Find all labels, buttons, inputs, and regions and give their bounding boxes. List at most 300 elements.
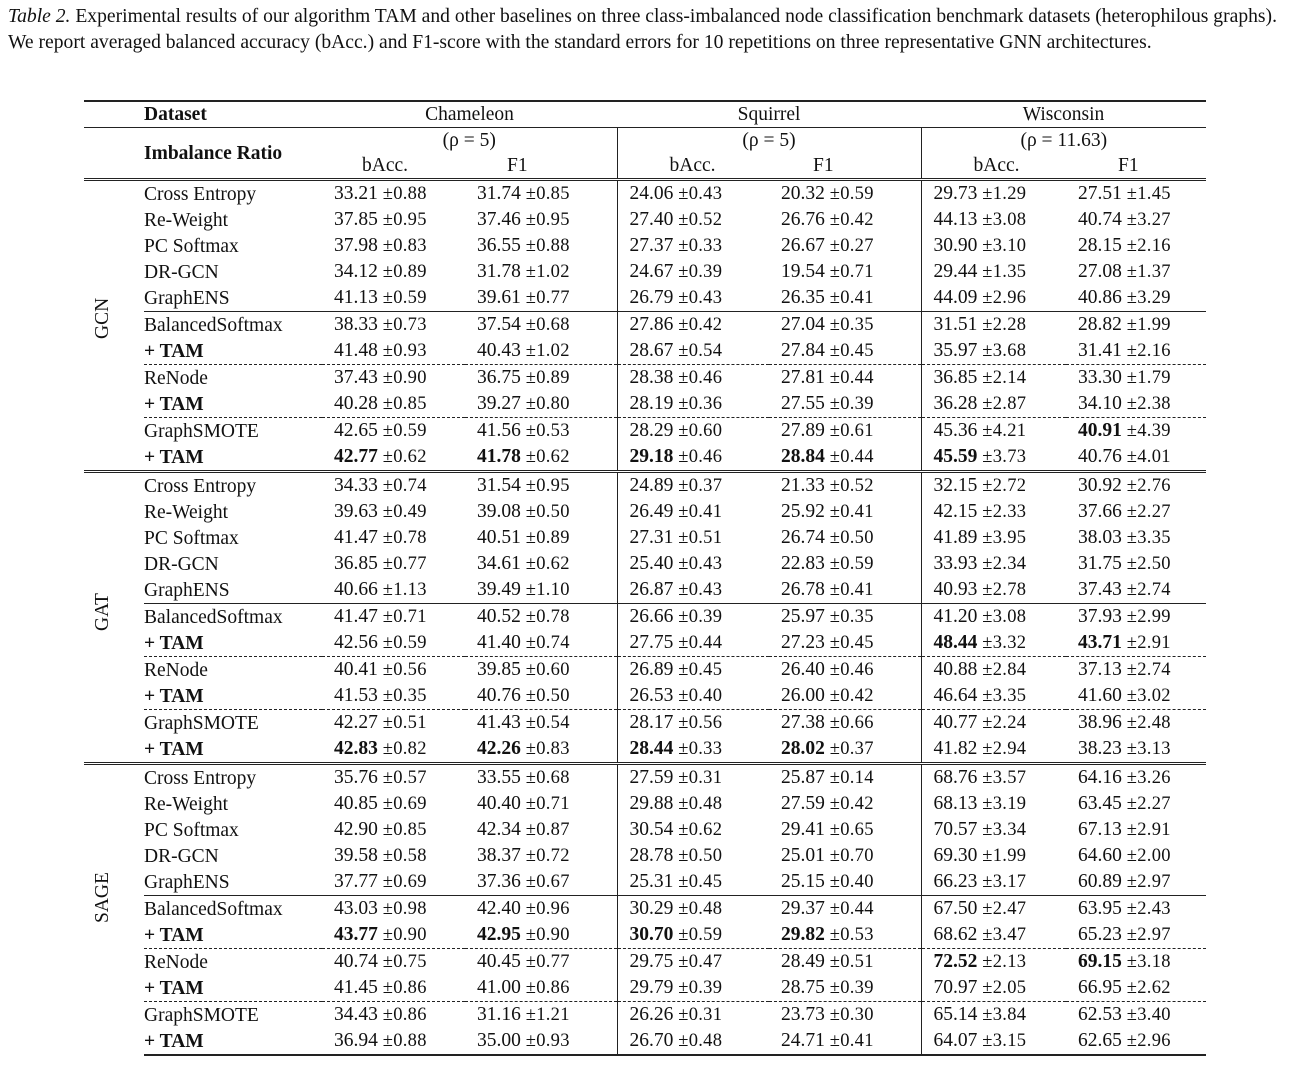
result-cell bbox=[769, 365, 921, 392]
result-cell bbox=[769, 683, 921, 710]
mean-value: 27.04 bbox=[781, 314, 825, 335]
std-error: ±0.77 bbox=[525, 288, 570, 308]
mean-value: 36.94 bbox=[334, 1030, 378, 1051]
method-name: ReNode bbox=[144, 949, 322, 976]
std-error: ±2.47 bbox=[982, 899, 1027, 919]
mean-value: 27.55 bbox=[781, 393, 825, 414]
mean-value: 72.52 bbox=[933, 951, 978, 972]
std-error: ±1.13 bbox=[382, 580, 427, 600]
mean-value: 34.61 bbox=[477, 553, 521, 574]
result-cell bbox=[465, 791, 617, 817]
std-error: ±0.60 bbox=[525, 660, 570, 680]
mean-value: 38.33 bbox=[334, 314, 378, 335]
std-error: ±2.91 bbox=[1126, 820, 1171, 840]
mean-value: 37.54 bbox=[477, 314, 521, 335]
mean-value: 27.75 bbox=[629, 632, 674, 653]
std-error: ±0.68 bbox=[525, 768, 570, 788]
result-cell bbox=[617, 391, 769, 418]
mean-value: 29.82 bbox=[781, 924, 825, 945]
mean-value: 25.15 bbox=[781, 871, 825, 892]
result-cell bbox=[769, 949, 921, 976]
std-error: ±0.35 bbox=[829, 607, 874, 627]
header-row-ratios bbox=[84, 128, 1206, 154]
method-name: GraphENS bbox=[144, 287, 230, 309]
std-error: ±0.61 bbox=[829, 421, 874, 441]
result-cell bbox=[769, 472, 921, 500]
mean-value: 28.75 bbox=[781, 977, 825, 998]
result-cell bbox=[322, 1028, 465, 1055]
std-error: ±2.28 bbox=[982, 315, 1027, 335]
std-error: ±0.65 bbox=[829, 820, 874, 840]
result-cell bbox=[921, 817, 1066, 843]
std-error: ±3.17 bbox=[982, 872, 1027, 892]
mean-value: 39.63 bbox=[334, 501, 378, 522]
std-error: ±0.71 bbox=[829, 262, 874, 282]
std-error: ±2.43 bbox=[1126, 899, 1171, 919]
result-cell bbox=[617, 1002, 769, 1029]
std-error: ±0.80 bbox=[525, 394, 570, 414]
std-error: ±3.95 bbox=[982, 528, 1027, 548]
std-error: ±0.62 bbox=[525, 447, 570, 467]
std-error: ±0.51 bbox=[829, 952, 874, 972]
mean-value: 40.41 bbox=[334, 659, 378, 680]
mean-value: 43.03 bbox=[334, 898, 378, 919]
std-error: ±0.77 bbox=[382, 554, 427, 574]
result-cell bbox=[465, 922, 617, 949]
result-cell bbox=[322, 233, 465, 259]
result-cell bbox=[921, 525, 1066, 551]
table-row bbox=[84, 338, 1206, 365]
std-error: ±0.40 bbox=[678, 686, 723, 706]
std-error: ±2.76 bbox=[1126, 476, 1171, 496]
std-error: ±2.78 bbox=[982, 580, 1027, 600]
mean-value: 20.32 bbox=[781, 183, 825, 204]
result-cell bbox=[1066, 657, 1206, 684]
result-cell bbox=[769, 285, 921, 312]
mean-value: 42.95 bbox=[477, 924, 521, 945]
mean-value: 26.70 bbox=[629, 1030, 674, 1051]
mean-value: 28.67 bbox=[629, 340, 674, 361]
mean-value: 33.55 bbox=[477, 767, 521, 788]
std-error: ±0.48 bbox=[678, 794, 723, 814]
table-row bbox=[84, 869, 1206, 896]
mean-value: 28.17 bbox=[629, 712, 674, 733]
mean-value: 66.95 bbox=[1078, 977, 1122, 998]
result-cell bbox=[322, 472, 465, 500]
result-cell bbox=[322, 551, 465, 577]
std-error: ±0.66 bbox=[829, 713, 874, 733]
mean-value: 39.58 bbox=[334, 845, 378, 866]
std-error: ±2.84 bbox=[982, 660, 1027, 680]
result-cell bbox=[769, 499, 921, 525]
mean-value: 30.92 bbox=[1078, 475, 1122, 496]
mean-value: 29.37 bbox=[781, 898, 825, 919]
result-cell bbox=[921, 657, 1066, 684]
result-cell bbox=[921, 736, 1066, 764]
result-cell bbox=[921, 975, 1066, 1002]
mean-value: 28.02 bbox=[781, 738, 825, 759]
mean-value: 42.40 bbox=[477, 898, 521, 919]
table-row bbox=[84, 683, 1206, 710]
std-error: ±0.90 bbox=[382, 925, 427, 945]
std-error: ±0.41 bbox=[829, 288, 874, 308]
result-cell bbox=[1066, 817, 1206, 843]
mean-value: 41.48 bbox=[334, 340, 378, 361]
result-cell bbox=[465, 285, 617, 312]
mean-value: 65.14 bbox=[933, 1004, 978, 1025]
std-error: ±2.05 bbox=[982, 978, 1027, 998]
mean-value: 26.89 bbox=[629, 659, 674, 680]
result-cell bbox=[465, 499, 617, 525]
std-error: ±0.59 bbox=[678, 925, 723, 945]
std-error: ±2.33 bbox=[982, 502, 1027, 522]
std-error: ±2.27 bbox=[1126, 502, 1171, 522]
std-error: ±2.13 bbox=[982, 952, 1027, 972]
result-cell bbox=[1066, 710, 1206, 737]
mean-value: 26.67 bbox=[781, 235, 825, 256]
mean-value: 35.76 bbox=[334, 767, 378, 788]
mean-value: 26.74 bbox=[781, 527, 825, 548]
result-cell bbox=[1066, 922, 1206, 949]
std-error: ±0.67 bbox=[525, 872, 570, 892]
result-cell bbox=[1066, 525, 1206, 551]
result-cell bbox=[921, 338, 1066, 365]
table-row bbox=[84, 207, 1206, 233]
mean-value: 26.00 bbox=[781, 685, 825, 706]
std-error: ±0.88 bbox=[525, 236, 570, 256]
result-cell bbox=[921, 683, 1066, 710]
result-cell bbox=[617, 975, 769, 1002]
mean-value: 31.54 bbox=[477, 475, 521, 496]
std-error: ±2.48 bbox=[1126, 713, 1171, 733]
result-cell bbox=[322, 791, 465, 817]
std-error: ±0.33 bbox=[678, 739, 723, 759]
std-error: ±1.99 bbox=[982, 846, 1027, 866]
mean-value: 46.64 bbox=[933, 685, 978, 706]
std-error: ±0.88 bbox=[382, 184, 427, 204]
method-name: + TAM bbox=[144, 685, 204, 707]
mean-value: 37.98 bbox=[334, 235, 378, 256]
mean-value: 41.45 bbox=[334, 977, 378, 998]
std-error: ±0.52 bbox=[678, 210, 723, 230]
std-error: ±0.31 bbox=[678, 768, 723, 788]
method-name: GraphSMOTE bbox=[144, 710, 322, 737]
std-error: ±2.97 bbox=[1126, 925, 1171, 945]
std-error: ±0.43 bbox=[678, 184, 723, 204]
table-row bbox=[84, 896, 1206, 923]
mean-value: 21.33 bbox=[781, 475, 825, 496]
result-cell bbox=[322, 525, 465, 551]
mean-value: 31.74 bbox=[477, 183, 521, 204]
mean-value: 68.76 bbox=[933, 767, 978, 788]
std-error: ±2.97 bbox=[1126, 872, 1171, 892]
result-cell bbox=[1066, 180, 1206, 208]
mean-value: 26.87 bbox=[629, 579, 674, 600]
std-error: ±0.43 bbox=[678, 580, 723, 600]
result-cell bbox=[617, 630, 769, 657]
mean-value: 42.34 bbox=[477, 819, 521, 840]
std-error: ±0.39 bbox=[829, 394, 874, 414]
result-cell bbox=[465, 577, 617, 604]
std-error: ±3.40 bbox=[1126, 1005, 1171, 1025]
std-error: ±0.44 bbox=[829, 899, 874, 919]
std-error: ±0.27 bbox=[829, 236, 874, 256]
result-cell bbox=[1066, 869, 1206, 896]
mean-value: 69.30 bbox=[933, 845, 978, 866]
method-name: PC Softmax bbox=[144, 527, 239, 549]
mean-value: 27.31 bbox=[629, 527, 674, 548]
std-error: ±0.39 bbox=[678, 978, 723, 998]
table-row bbox=[84, 418, 1206, 445]
dataset-squirrel: Squirrel bbox=[737, 104, 801, 125]
mean-value: 28.19 bbox=[629, 393, 674, 414]
std-error: ±1.10 bbox=[525, 580, 570, 600]
method-name: + TAM bbox=[144, 340, 204, 362]
std-error: ±2.91 bbox=[1126, 633, 1171, 653]
result-cell bbox=[769, 338, 921, 365]
result-cell bbox=[921, 472, 1066, 500]
result-cell bbox=[921, 922, 1066, 949]
mean-value: 40.51 bbox=[477, 527, 521, 548]
result-cell bbox=[617, 683, 769, 710]
mean-value: 30.70 bbox=[629, 924, 674, 945]
table-row bbox=[84, 180, 1206, 208]
mean-value: 37.66 bbox=[1078, 501, 1122, 522]
mean-value: 40.76 bbox=[1078, 446, 1122, 467]
mean-value: 27.51 bbox=[1078, 183, 1122, 204]
std-error: ±2.72 bbox=[982, 476, 1027, 496]
method-name: PC Softmax bbox=[144, 235, 239, 257]
table-row bbox=[84, 604, 1206, 631]
std-error: ±0.33 bbox=[678, 236, 723, 256]
result-cell bbox=[465, 391, 617, 418]
mean-value: 39.49 bbox=[477, 579, 521, 600]
result-cell bbox=[465, 180, 617, 208]
std-error: ±1.37 bbox=[1126, 262, 1171, 282]
table-row bbox=[84, 1028, 1206, 1055]
mean-value: 26.35 bbox=[781, 287, 825, 308]
std-error: ±0.51 bbox=[678, 528, 723, 548]
result-cell bbox=[769, 312, 921, 339]
std-error: ±3.29 bbox=[1126, 288, 1171, 308]
result-cell bbox=[617, 472, 769, 500]
std-error: ±0.44 bbox=[829, 368, 874, 388]
mean-value: 45.59 bbox=[933, 446, 978, 467]
mean-value: 31.16 bbox=[477, 1004, 521, 1025]
mean-value: 24.67 bbox=[629, 261, 674, 282]
mean-value: 43.71 bbox=[1078, 632, 1122, 653]
mean-value: 26.66 bbox=[629, 606, 674, 627]
result-cell bbox=[322, 657, 465, 684]
std-error: ±0.41 bbox=[829, 502, 874, 522]
mean-value: 37.93 bbox=[1078, 606, 1122, 627]
metric-header: bAcc. bbox=[617, 153, 769, 180]
mean-value: 28.38 bbox=[629, 367, 674, 388]
method-name: BalancedSoftmax bbox=[144, 604, 322, 631]
result-cell bbox=[465, 736, 617, 764]
mean-value: 41.43 bbox=[477, 712, 521, 733]
std-error: ±0.36 bbox=[678, 394, 723, 414]
method-name: DR-GCN bbox=[144, 845, 219, 867]
result-cell bbox=[769, 577, 921, 604]
result-cell bbox=[322, 604, 465, 631]
mean-value: 26.26 bbox=[629, 1004, 674, 1025]
caption-text: Experimental results of our algorithm TAM and other baselines on three class-imbalanced node classification benchmark datasets (heterophilous graphs). We report averaged balanced accuracy (bAcc.) and F1-score with the standard errors for 10 repetitions on three representative GNN architectures. bbox=[8, 6, 1277, 53]
std-error: ±3.18 bbox=[1126, 952, 1171, 972]
result-cell bbox=[322, 285, 465, 312]
table-row bbox=[84, 472, 1206, 500]
result-cell bbox=[617, 444, 769, 472]
result-cell bbox=[1066, 391, 1206, 418]
std-error: ±0.98 bbox=[382, 899, 427, 919]
std-error: ±0.74 bbox=[382, 476, 427, 496]
std-error: ±0.89 bbox=[525, 368, 570, 388]
mean-value: 24.06 bbox=[629, 183, 674, 204]
std-error: ±0.59 bbox=[382, 288, 427, 308]
mean-value: 40.40 bbox=[477, 793, 521, 814]
result-cell bbox=[465, 949, 617, 976]
mean-value: 41.53 bbox=[334, 685, 378, 706]
table-row bbox=[84, 791, 1206, 817]
std-error: ±3.13 bbox=[1126, 739, 1171, 759]
table-row bbox=[84, 312, 1206, 339]
result-cell bbox=[322, 312, 465, 339]
result-cell bbox=[1066, 259, 1206, 285]
std-error: ±0.40 bbox=[829, 872, 874, 892]
mean-value: 39.61 bbox=[477, 287, 521, 308]
mean-value: 23.73 bbox=[781, 1004, 825, 1025]
mean-value: 36.55 bbox=[477, 235, 521, 256]
method-name: BalancedSoftmax bbox=[144, 312, 322, 339]
mean-value: 64.60 bbox=[1078, 845, 1122, 866]
mean-value: 25.92 bbox=[781, 501, 825, 522]
mean-value: 37.43 bbox=[334, 367, 378, 388]
std-error: ±2.87 bbox=[982, 394, 1027, 414]
std-error: ±0.77 bbox=[525, 952, 570, 972]
std-error: ±3.27 bbox=[1126, 210, 1171, 230]
result-cell bbox=[322, 338, 465, 365]
std-error: ±0.87 bbox=[525, 820, 570, 840]
result-cell bbox=[322, 391, 465, 418]
std-error: ±3.57 bbox=[982, 768, 1027, 788]
mean-value: 41.47 bbox=[334, 606, 378, 627]
method-name: + TAM bbox=[144, 738, 204, 760]
mean-value: 31.78 bbox=[477, 261, 521, 282]
method-name: Cross Entropy bbox=[144, 472, 322, 500]
result-cell bbox=[465, 710, 617, 737]
std-error: ±0.88 bbox=[382, 1031, 427, 1051]
mean-value: 34.33 bbox=[334, 475, 378, 496]
result-cell bbox=[322, 710, 465, 737]
mean-value: 37.43 bbox=[1078, 579, 1122, 600]
result-cell bbox=[322, 869, 465, 896]
std-error: ±0.45 bbox=[678, 872, 723, 892]
result-cell bbox=[921, 630, 1066, 657]
std-error: ±0.75 bbox=[382, 952, 427, 972]
std-error: ±0.93 bbox=[525, 1031, 570, 1051]
mean-value: 28.84 bbox=[781, 446, 825, 467]
result-cell bbox=[617, 180, 769, 208]
result-cell bbox=[921, 551, 1066, 577]
std-error: ±1.29 bbox=[982, 184, 1027, 204]
mean-value: 68.62 bbox=[933, 924, 978, 945]
std-error: ±3.34 bbox=[982, 820, 1027, 840]
result-cell bbox=[1066, 312, 1206, 339]
mean-value: 27.86 bbox=[629, 314, 674, 335]
mean-value: 27.37 bbox=[629, 235, 674, 256]
std-error: ±0.52 bbox=[829, 476, 874, 496]
result-cell bbox=[921, 577, 1066, 604]
table-row bbox=[84, 444, 1206, 472]
std-error: ±2.94 bbox=[982, 739, 1027, 759]
table-row bbox=[84, 577, 1206, 604]
result-cell bbox=[769, 1028, 921, 1055]
result-cell bbox=[921, 896, 1066, 923]
mean-value: 26.76 bbox=[781, 209, 825, 230]
mean-value: 24.89 bbox=[629, 475, 674, 496]
std-error: ±0.41 bbox=[678, 502, 723, 522]
mean-value: 28.78 bbox=[629, 845, 674, 866]
std-error: ±0.71 bbox=[525, 794, 570, 814]
mean-value: 29.18 bbox=[629, 446, 674, 467]
std-error: ±0.35 bbox=[829, 315, 874, 335]
result-cell bbox=[769, 551, 921, 577]
std-error: ±3.73 bbox=[982, 447, 1027, 467]
mean-value: 33.30 bbox=[1078, 367, 1122, 388]
std-error: ±0.39 bbox=[678, 607, 723, 627]
mean-value: 27.40 bbox=[629, 209, 674, 230]
std-error: ±3.15 bbox=[982, 1031, 1027, 1051]
table-row bbox=[84, 657, 1206, 684]
result-cell bbox=[1066, 949, 1206, 976]
std-error: ±0.56 bbox=[678, 713, 723, 733]
result-cell bbox=[921, 843, 1066, 869]
std-error: ±0.39 bbox=[829, 978, 874, 998]
result-cell bbox=[1066, 472, 1206, 500]
mean-value: 40.91 bbox=[1078, 420, 1122, 441]
result-cell bbox=[1066, 499, 1206, 525]
std-error: ±2.74 bbox=[1126, 580, 1171, 600]
std-error: ±0.44 bbox=[829, 447, 874, 467]
result-cell bbox=[769, 975, 921, 1002]
result-cell bbox=[921, 1028, 1066, 1055]
mean-value: 60.89 bbox=[1078, 871, 1122, 892]
mean-value: 37.13 bbox=[1078, 659, 1122, 680]
mean-value: 42.27 bbox=[334, 712, 378, 733]
std-error: ±2.62 bbox=[1126, 978, 1171, 998]
mean-value: 40.74 bbox=[1078, 209, 1122, 230]
result-cell bbox=[769, 922, 921, 949]
method-name: DR-GCN bbox=[144, 553, 219, 575]
method-name: Cross Entropy bbox=[144, 764, 322, 792]
result-cell bbox=[617, 312, 769, 339]
result-cell bbox=[617, 551, 769, 577]
result-cell bbox=[769, 444, 921, 472]
method-name: + TAM bbox=[144, 632, 204, 654]
std-error: ±1.79 bbox=[1126, 368, 1171, 388]
result-cell bbox=[1066, 577, 1206, 604]
std-error: ±3.32 bbox=[982, 633, 1027, 653]
mean-value: 28.29 bbox=[629, 420, 674, 441]
result-cell bbox=[322, 418, 465, 445]
result-cell bbox=[1066, 764, 1206, 792]
mean-value: 39.27 bbox=[477, 393, 521, 414]
std-error: ±0.82 bbox=[382, 739, 427, 759]
result-cell bbox=[465, 525, 617, 551]
table-row bbox=[84, 391, 1206, 418]
mean-value: 40.43 bbox=[477, 340, 521, 361]
method-name: GraphSMOTE bbox=[144, 1002, 322, 1029]
